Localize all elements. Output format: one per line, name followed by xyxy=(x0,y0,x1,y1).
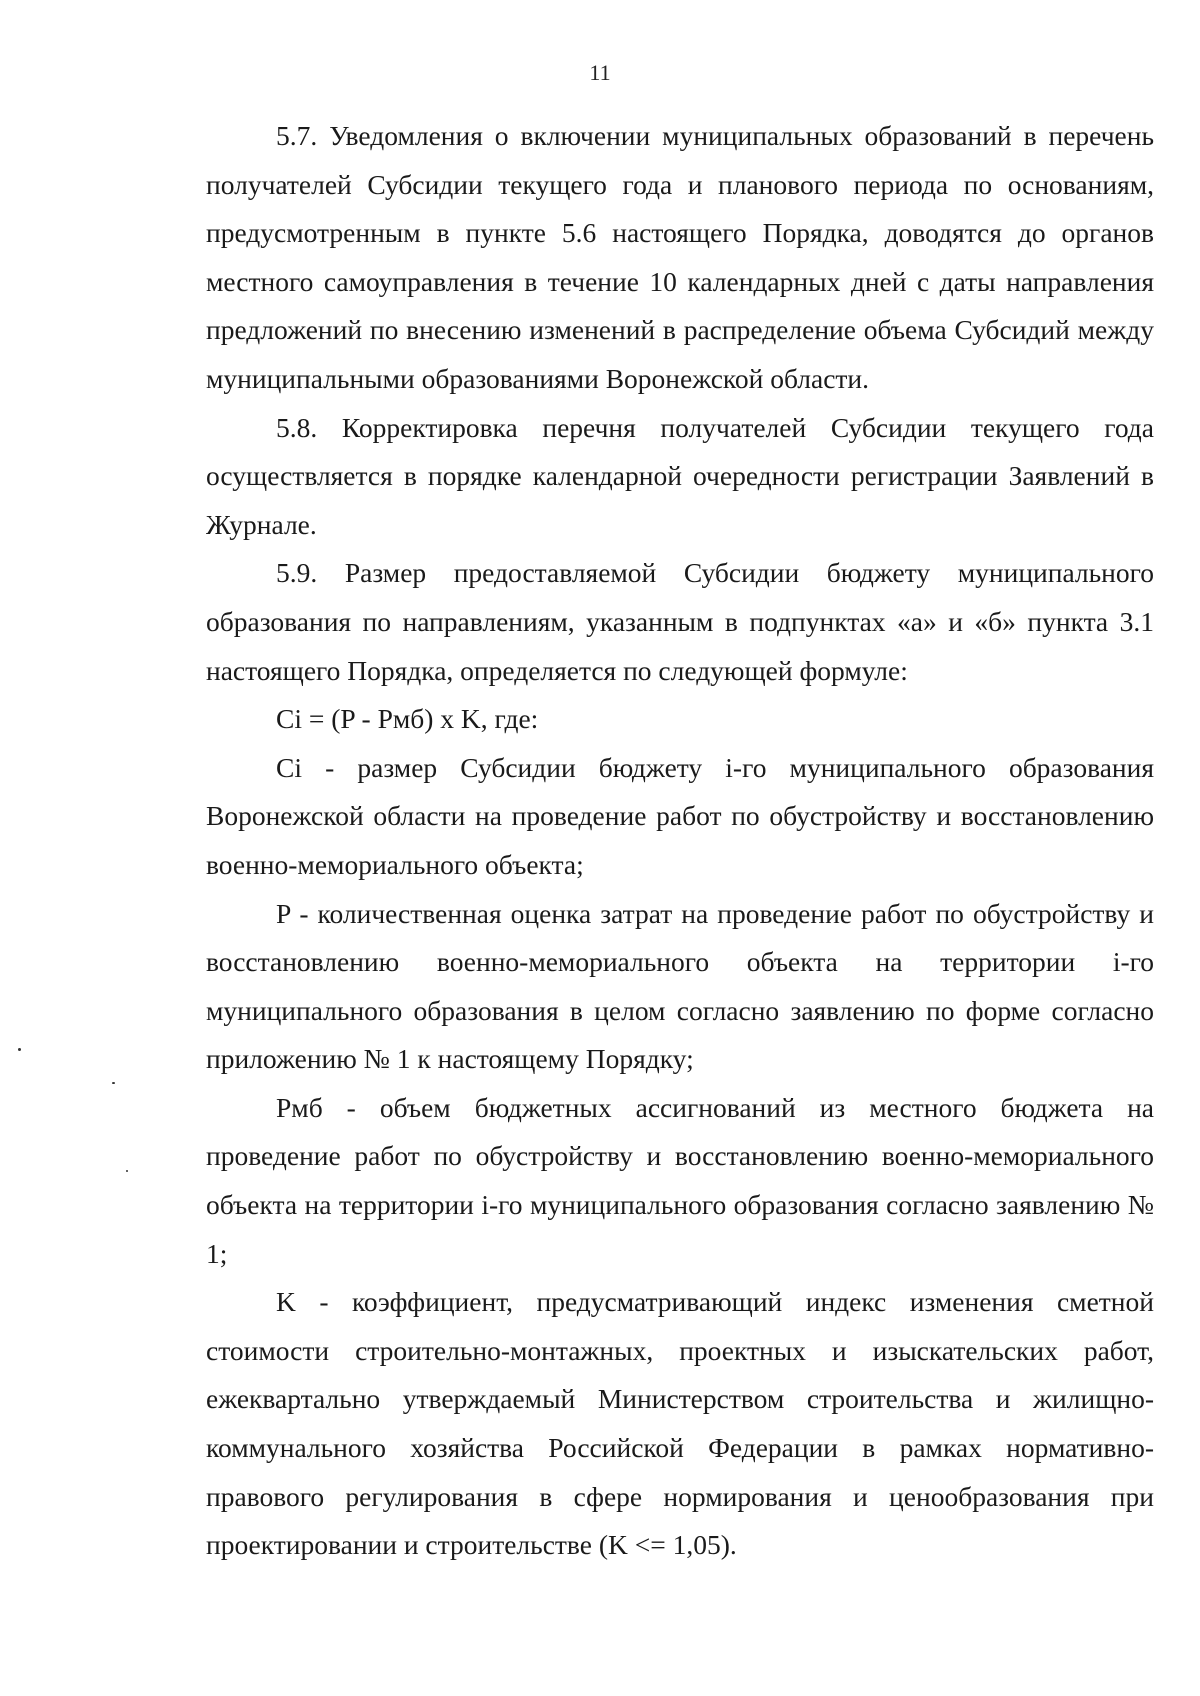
definition-k: K - коэффициент, предусматривающий индекс изменения сметной стоимости строительно-монтажных, проектных и изыскательских работ, ежеквартально утверждаемый Министерством строительства и жилищно-коммунального хозяйства Российской Федерации в рамках нормативно-правового регулирования в сфере нормирования и ценообразования при проектировании и строительстве (K <= 1,05). xyxy=(206,1286,1154,1561)
scan-speck xyxy=(18,1048,21,1051)
document-body xyxy=(206,112,1154,1570)
paragraph-5-8: 5.8. Корректировка перечня получателей Субсидии текущего года осуществляется в порядке календарной очередности регистрации Заявлений в Журнале. xyxy=(206,411,1154,540)
scan-speck xyxy=(126,1170,128,1172)
scan-speck xyxy=(112,1082,115,1084)
definition-rmb: Рмб - объем бюджетных ассигнований из местного бюджета на проведение работ по обустройству и восстановлению военно-мемориального объекта на территории i-го муниципального образования согласно заявлению № 1; xyxy=(206,1091,1154,1269)
paragraph-5-9: 5.9. Размер предоставляемой Субсидии бюджету муниципального образования по направлениям, указанным в подпунктах «а» и «б» пункта 3.1 настоящего Порядка, определяется по следующей формуле: xyxy=(206,557,1154,686)
paragraph-5-7: 5.7. Уведомления о включении муниципальных образований в перечень получателей Субсидии текущего года и планового периода по основаниям, предусмотренным в пункте 5.6 настоящего Порядка, доводятся до органов местного самоуправления в течение 10 календарных дней с даты направления предложений по внесению изменений в распределение объема Субсидий между муниципальными образованиями Воронежской области. xyxy=(206,120,1154,394)
page-number: 11 xyxy=(589,60,611,85)
formula: Ci = (P - Рмб) x K, где: xyxy=(276,703,539,735)
definition-p: P - количественная оценка затрат на проведение работ по обустройству и восстановлению военно-мемориального объекта на территории i-го муниципального образования в целом согласно заявлению по форме согласно приложению № 1 к настоящему Порядку; xyxy=(206,897,1154,1075)
definition-ci: Ci - размер Субсидии бюджету i-го муниципального образования Воронежской области на проведение работ по обустройству и восстановлению военно-мемориального объекта; xyxy=(206,751,1154,880)
